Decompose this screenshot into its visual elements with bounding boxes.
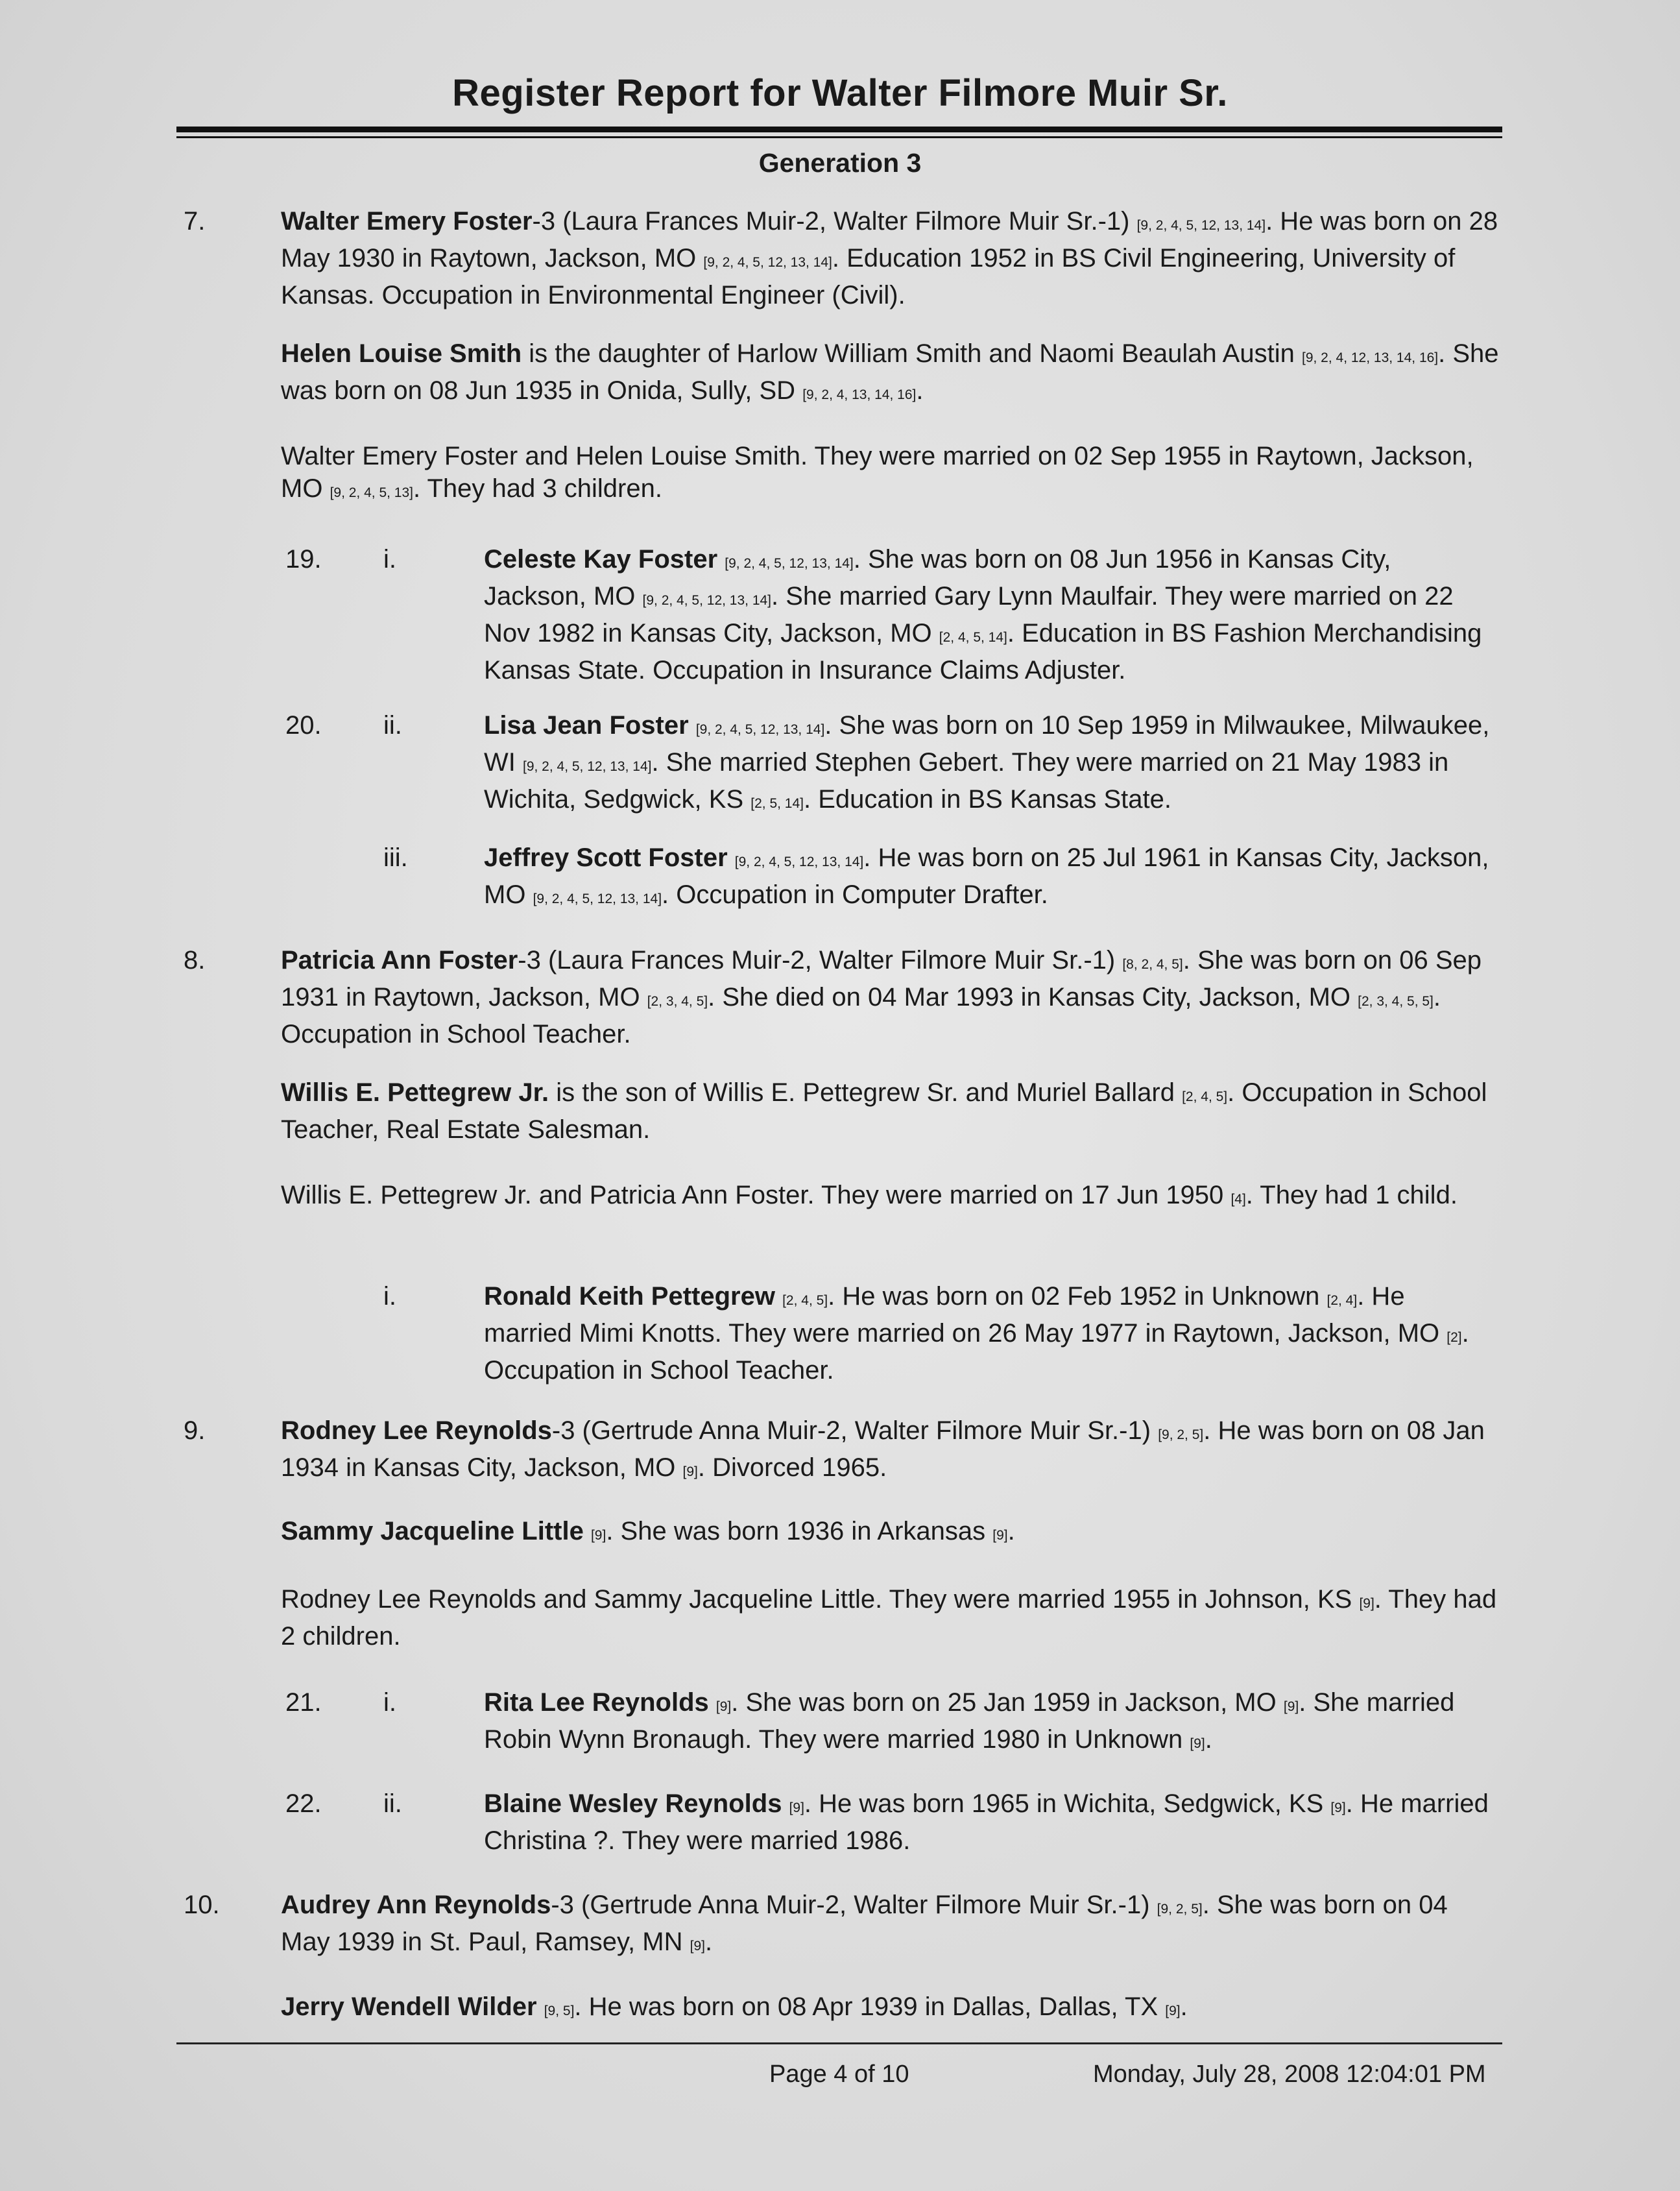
person-number: 10. — [184, 1891, 220, 1919]
citation: [9] — [1283, 1699, 1299, 1714]
person-entry: Audrey Ann Reynolds-3 (Gertrude Anna Muir-2, Walter Filmore Muir Sr.-1) [9, 2, 5]. She was born on 04 May 1939 in St. Paul, Ramsey, MN [9]. — [281, 1891, 1448, 1956]
citation: [9, 2, 4, 5, 12, 13, 14] — [523, 759, 652, 774]
person-name: Walter Emery Foster — [281, 207, 533, 236]
citation: [9] — [1165, 2003, 1181, 2018]
footer-rule — [176, 2042, 1502, 2044]
spouse-name: Sammy Jacqueline Little — [281, 1517, 584, 1545]
citation: [2, 3, 4, 5] — [647, 994, 708, 1009]
report-title: Register Report for Walter Filmore Muir Sr. — [452, 72, 1228, 114]
citation: [2, 4] — [1326, 1293, 1358, 1308]
spouse-entry: Sammy Jacqueline Little [9]. She was born 1936 in Arkansas [9]. — [281, 1517, 1015, 1545]
citation: [4] — [1230, 1192, 1246, 1207]
child-number: 19. — [285, 545, 322, 574]
child-number: 21. — [285, 1688, 322, 1717]
person-entry: Patricia Ann Foster-3 (Laura Frances Muir-2, Walter Filmore Muir Sr.-1) [8, 2, 4, 5]. She was born on 06 Sep 1931 in Raytown, Jackson, MO [2, 3, 4, 5]. She died on 04 Mar 1993 in Kansas City, Jackson, MO [2, 3, 4, 5, 5]. Occupation in School Teacher. — [281, 946, 1482, 1048]
citation: [9] — [682, 1464, 698, 1479]
citation: [2, 5, 14] — [750, 796, 804, 811]
person-number: 7. — [184, 207, 206, 236]
child-entry: Lisa Jean Foster [9, 2, 4, 5, 12, 13, 14]. She was born on 10 Sep 1959 in Milwaukee, Milwaukee, WI [9, 2, 4, 5, 12, 13, 14]. She married Stephen Gebert. They were married on 21 May 1983 in Wichita, Sedgwick, KS [2, 5, 14]. Education in BS Kansas State. — [484, 711, 1490, 814]
child-entry: Rita Lee Reynolds [9]. She was born on 25 Jan 1959 in Jackson, MO [9]. She married Robin Wynn Bronaugh. They were married 1980 in Unknown [9]. — [484, 1688, 1455, 1754]
person-name: Patricia Ann Foster — [281, 946, 518, 974]
person-number: 8. — [184, 946, 206, 974]
child-entry: Blaine Wesley Reynolds [9]. He was born 1965 in Wichita, Sedgwick, KS [9]. He married Christina ?. They were married 1986. — [484, 1789, 1489, 1855]
spouse-name: Jerry Wendell Wilder — [281, 1992, 537, 2021]
child-entry: Ronald Keith Pettegrew [2, 4, 5]. He was born on 02 Feb 1952 in Unknown [2, 4]. He married Mimi Knotts. They were married on 26 May 1977 in Raytown, Jackson, MO [2]. Occupation in School Teacher. — [484, 1282, 1469, 1385]
child-number: 22. — [285, 1789, 322, 1818]
person-number: 9. — [184, 1416, 206, 1445]
citation: [9, 2, 5] — [1157, 1902, 1203, 1917]
child-roman: iii. — [383, 843, 408, 872]
person-name: Rodney Lee Reynolds — [281, 1416, 552, 1445]
citation: [9, 2, 4, 5, 12, 13, 14] — [734, 854, 864, 869]
child-name: Blaine Wesley Reynolds — [484, 1789, 782, 1818]
citation: [2, 4, 5, 14] — [939, 630, 1007, 645]
person-entry: Rodney Lee Reynolds-3 (Gertrude Anna Muir-2, Walter Filmore Muir Sr.-1) [9, 2, 5]. He was born on 08 Jan 1934 in Kansas City, Jackson, MO [9]. Divorced 1965. — [281, 1416, 1485, 1482]
citation: [9, 2, 4, 5, 12, 13, 14] — [695, 722, 825, 737]
marriage-entry: Walter Emery Foster and Helen Louise Smith. They were married on 02 Sep 1955 in Raytown, Jackson, MO [9, 2, 4, 5, 13]. They had 3 children. — [281, 442, 1474, 503]
spouse-name: Willis E. Pettegrew Jr. — [281, 1078, 549, 1107]
citation: [9, 2, 4, 5, 12, 13, 14] — [725, 556, 854, 571]
citation: [9] — [1190, 1736, 1205, 1751]
citation: [2, 3, 4, 5, 5] — [1358, 994, 1434, 1009]
citation: [9, 2, 4, 5, 12, 13, 14] — [533, 891, 662, 906]
child-roman: ii. — [383, 711, 402, 740]
citation: [2, 4, 5] — [782, 1293, 828, 1308]
citation: [9, 2, 5] — [1158, 1427, 1204, 1442]
citation: [9, 2, 4, 5, 12, 13, 14] — [1136, 218, 1266, 233]
citation: [9] — [789, 1800, 804, 1815]
marriage-entry: Willis E. Pettegrew Jr. and Patricia Ann Foster. They were married on 17 Jun 1950 [4]. They had 1 child. — [281, 1181, 1458, 1209]
citation: [9] — [1359, 1596, 1374, 1611]
child-name: Ronald Keith Pettegrew — [484, 1282, 775, 1311]
child-roman: i. — [383, 1688, 396, 1717]
child-name: Rita Lee Reynolds — [484, 1688, 709, 1717]
citation: [9, 5] — [544, 2003, 575, 2018]
citation: [9] — [590, 1528, 606, 1543]
spouse-entry: Helen Louise Smith is the daughter of Harlow William Smith and Naomi Beaulah Austin [9, 2, 4, 12, 13, 14, 16]. She was born on 08 Jun 1935 in Onida, Sully, SD [9, 2, 4, 13, 14, 16]. — [281, 339, 1499, 405]
child-roman: i. — [383, 545, 396, 574]
citation: [9, 2, 4, 13, 14, 16] — [802, 387, 917, 402]
child-name: Jeffrey Scott Foster — [484, 843, 728, 872]
person-name: Audrey Ann Reynolds — [281, 1891, 551, 1919]
citation: [9] — [1330, 1800, 1346, 1815]
person-entry: Walter Emery Foster-3 (Laura Frances Muir-2, Walter Filmore Muir Sr.-1) [9, 2, 4, 5, 12, 13, 14]. He was born on 28 May 1930 in Raytown, Jackson, MO [9, 2, 4, 5, 12, 13, 14]. Education 1952 in BS Civil Engineering, University of Kansas. Occupation in Environmental Engineer (Civil). — [281, 207, 1498, 309]
citation: [9] — [690, 1939, 705, 1954]
header-rule-thick — [176, 127, 1502, 132]
page-number: Page 4 of 10 — [769, 2061, 909, 2088]
child-roman: ii. — [383, 1789, 402, 1818]
citation: [2, 4, 5] — [1182, 1089, 1228, 1104]
citation: [9, 2, 4, 5, 12, 13, 14] — [642, 593, 772, 608]
spouse-entry: Jerry Wendell Wilder [9, 5]. He was born on 08 Apr 1939 in Dallas, Dallas, TX [9]. — [281, 1992, 1188, 2021]
citation: [9] — [992, 1528, 1008, 1543]
citation: [8, 2, 4, 5] — [1122, 957, 1183, 972]
child-number: 20. — [285, 711, 322, 740]
child-name: Lisa Jean Foster — [484, 711, 689, 740]
child-name: Celeste Kay Foster — [484, 545, 718, 574]
child-entry: Celeste Kay Foster [9, 2, 4, 5, 12, 13, 14]. She was born on 08 Jun 1956 in Kansas City, Jackson, MO [9, 2, 4, 5, 12, 13, 14]. She married Gary Lynn Maulfair. They were married on 22 Nov 1982 in Kansas City, Jackson, MO [2, 4, 5, 14]. Education in BS Fashion Merchandising Kansas State. Occupation in Insurance Claims Adjuster. — [484, 545, 1482, 684]
spouse-name: Helen Louise Smith — [281, 339, 522, 368]
child-entry: Jeffrey Scott Foster [9, 2, 4, 5, 12, 13, 14]. He was born on 25 Jul 1961 in Kansas City, Jackson, MO [9, 2, 4, 5, 12, 13, 14]. Occupation in Computer Drafter. — [484, 843, 1489, 909]
citation: [9, 2, 4, 12, 13, 14, 16] — [1301, 350, 1439, 365]
citation: [9, 2, 4, 5, 12, 13, 14] — [703, 255, 832, 270]
report-datetime: Monday, July 28, 2008 12:04:01 PM — [1093, 2061, 1486, 2088]
citation: [9] — [715, 1699, 732, 1714]
generation-heading: Generation 3 — [758, 148, 922, 178]
child-roman: i. — [383, 1282, 396, 1311]
citation: [2] — [1446, 1330, 1462, 1345]
header-rule-thin — [176, 136, 1502, 138]
marriage-entry: Rodney Lee Reynolds and Sammy Jacqueline Little. They were married 1955 in Johnson, KS [9]. They had 2 children. — [281, 1585, 1497, 1651]
spouse-entry: Willis E. Pettegrew Jr. is the son of Willis E. Pettegrew Sr. and Muriel Ballard [2, 4, 5]. Occupation in School Teacher, Real Estate Salesman. — [281, 1078, 1487, 1144]
citation: [9, 2, 4, 5, 13] — [330, 485, 413, 500]
